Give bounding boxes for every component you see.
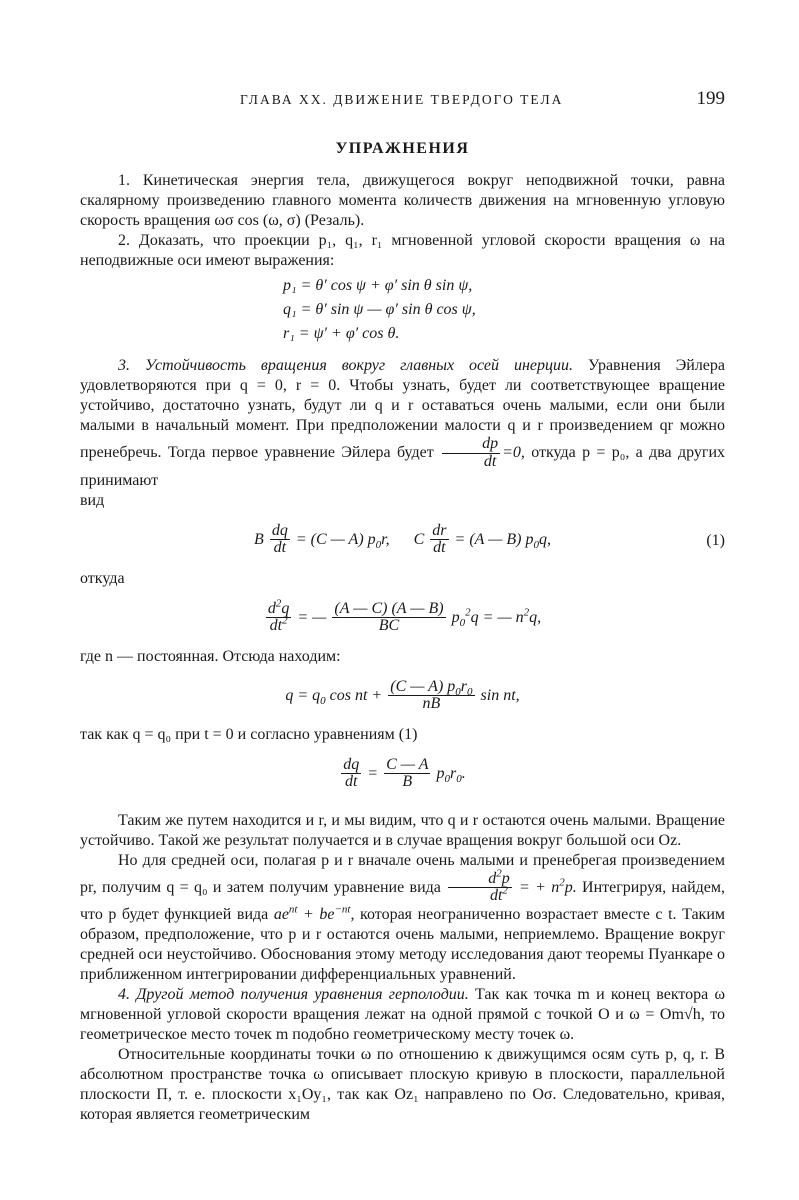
exercise-2: 2. Доказать, что проекции p₁, q₁, r₁ мгновенной угловой скорости вращения ω на неподвижные оси имеют выражения: <box>80 232 725 269</box>
page-header <box>80 88 725 114</box>
equation-q-solution-body: $q = q_0$ cos nt + $\frac{(C — A) p_0r_0}{nB}$ sin nt, <box>285 677 520 713</box>
equation-dq-dt <box>80 751 725 797</box>
equation-dq-dt-body: $\frac{dq}{dt}$ = $\frac{C — A}{B}$ $p_0r_0$. <box>343 755 466 791</box>
equation-label: (1) <box>706 531 725 549</box>
equation-1-body: B $\frac{dq}{dt}$ = (C — A) $p_0r$, C $\frac{dr}{dt}$ = (A — B) $p_0q$, <box>254 521 551 557</box>
equation-second-derivative <box>80 595 725 641</box>
equation-q1: q₁ = θ′ sin ψ — φ′ sin θ cos ψ, <box>283 301 476 318</box>
exercise-4-paragraph-2: Относительные координаты точки ω по отношению к движущимся осям суть p, q, r. В абсолютном пространстве точка ω описывает плоскую кривую в плоскости, параллельной плоскости Π, т. е. плоскости x₁Oy₁, так как Oz₁ направлено по Oσ. Следовательно, кривая, которая является геометрическим <box>80 1046 725 1124</box>
paragraph-middle-axis-c: которая неограниченно возрастает вместе с t. Таким образом, предположение, что p и r остаются очень малыми, неприемлемо. Вращение вокруг средней оси неустойчиво. Обоснования этому методу исследования дают теоремы Пуанкаре о приближенном интегрировании дифференциальных уравнений. <box>80 906 726 984</box>
exercise-3-text: Уравнения Эйлера удовлетворяются при q = 0, r = 0. Чтобы узнать, будет ли соответствующее вращение устойчиво, достаточно узнать, будут ли q и r оставаться очень малыми, если они были малыми в начальный момент. При предположении малости q и r произведением qr можно пренебречь. Тогда первое уравнение Эйлера будет <box>80 357 726 461</box>
projection-equations <box>80 276 725 348</box>
fraction-dp-dt: $\frac{dp}{dt}$ <box>442 436 500 471</box>
exercise-3-text2: откуда p = p₀, а два других принимают <box>80 443 726 489</box>
fraction-d2p-dt2: $\frac{d^2p}{dt^2}$ <box>448 871 512 906</box>
paragraph-middle-axis-b: Интегрируя, найдем, что p будет функцией вида <box>80 878 726 924</box>
word-otkuda: откуда <box>80 569 125 587</box>
equation-p1: p₁ = θ′ cos ψ + φ′ sin θ sin ψ, <box>283 277 473 294</box>
equation-1 <box>80 517 725 563</box>
paragraph-middle-axis-a: Но для средней оси, полагая p и r вначале очень малыми и пренебрегая произведением pr, получим q = q₀ и затем получим уравнение вида <box>80 851 725 896</box>
exercise-1: 1. Кинетическая энергия тела, движущегося вокруг неподвижной точки, равна скалярному произведению главного момента количеств движения на мгновенную угловую скорость вращения ωσ cos (ω, σ) (Резаль). <box>80 172 725 229</box>
page-body <box>80 171 725 1125</box>
word-vid: вид <box>80 491 105 509</box>
book-page <box>80 0 725 1200</box>
exercise-3-title: 3. Устойчивость вращения вокруг главных осей инерции. <box>118 357 574 374</box>
exercise-3: 3. Устойчивость вращения вокруг главных осей инерции. Уравнения Эйлера удовлетворяются при q = 0, r = 0. Чтобы узнать, будет ли соответствующее вращение устойчиво, достаточно узнать, будут ли q и r оставаться очень малыми, если они были малыми в начальный момент. При предположении малости q и r произведением qr можно пренебречь. Тогда первое уравнение Эйлера будет $\frac{dp}{dt}$ =0, откуда p = p₀, а два других принимают <box>80 357 726 489</box>
exercise-4-text: Так как точка m и конец вектора ω мгновенной угловой скорости вращения лежат на одной прямой с точкой O и ω = Om√h, то геометрическое место точек m подобно геометрическому месту точек ω. <box>80 986 726 1044</box>
page-number: 199 <box>696 88 725 109</box>
exercise-4 <box>80 985 725 1045</box>
paragraph-same-way: Таким же путем находится и r, и мы видим, что q и r остаются очень малыми. Вращение устойчиво. Такой же результат получается и в случае вращения вокруг большой оси Oz. <box>80 811 725 849</box>
section-title: УПРАЖНЕНИЯ <box>335 140 470 157</box>
text-n-constant: где n — постоянная. Отсюда находим: <box>80 647 341 665</box>
exercise-4-title: 4. Другой метод получения уравнения герполодии. <box>118 986 469 1004</box>
running-head: ГЛАВА XX. ДВИЖЕНИЕ ТВЕРДОГО ТЕЛА <box>240 92 564 107</box>
paragraph-middle-axis: Но для средней оси, полагая p и r вначале очень малыми и пренебрегая произведением pr, получим q = q₀ и затем получим уравнение вида $\frac{d^2p}{dt^2}$ = + $n^2p$. Интегрируя, найдем, что p будет функцией вида $ae^{nt} + be^{-nt}$, которая неограниченно возрастает вместе с t. Таким образом, предположение, что p и r остаются очень малыми, неприемлемо. Вращение вокруг средней оси неустойчиво. Обоснования этому методу исследования дают теоремы Пуанкаре о приближенном интегрировании дифференциальных уравнений. <box>80 851 726 984</box>
equation-r1: r₁ = ψ′ + φ′ cos θ. <box>283 325 400 342</box>
equation-second-derivative-body: $\frac{d^2q}{dt^2}$ = — $\frac{(A — C) (A — B)}{BC}$ $p_0^2q$ = — $n^2q$, <box>267 597 542 635</box>
text-since: так как q = q₀ при t = 0 и согласно уравнениям (1) <box>80 725 418 743</box>
equation-q-solution <box>80 673 725 719</box>
